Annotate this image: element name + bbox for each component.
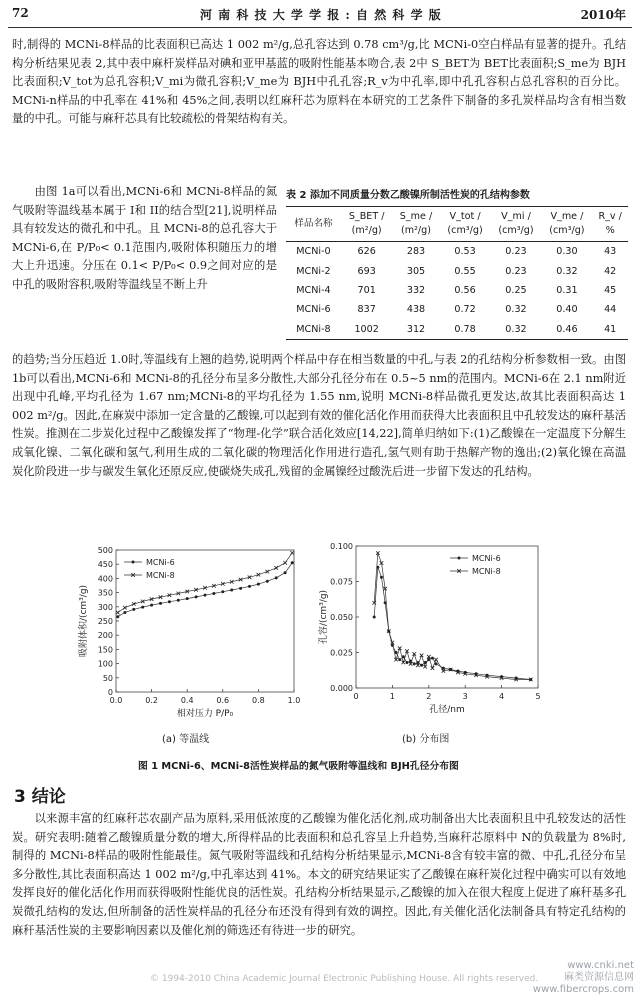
- table-cell: 0.31: [556, 284, 578, 296]
- x-tick-label: 0.6: [216, 696, 230, 705]
- conclusion-paragraph: 以来源丰富的红麻秆芯农副产品为原料,采用低浓度的乙酸镍为催化活化剂,成功制备出大比表面积且中孔较发达的活性炭。研究表明:随着乙酸镍质量分数的增大,所得样品的比表面积和总孔容呈上升趋势,当麻秆芯原料中 N的负载量为 8%时,制得的 MCNi-8样品的吸附性能最佳。氮气吸附等温线和孔结构分析结果显示,MCNi-8含有较丰富的微、中孔,孔径分布呈多分散性,其比表面积高达 1 002 m²/g,中孔率达到 41%。本文的研究结果证实了乙酸镍在麻秆炭化过程中确实可以有效地发挥良好的催化活化作用而获得吸附性能优良的活性炭。孔结构分析结果显示,乙酸镍的加入在很大程度上促进了麻秆基多孔炭微孔结构的发达,但所制备的活性炭样品的孔径分布还没有得到有效的调控。因此,有关催化活化法制备具有特定孔结构的麻秆基活性炭的主要影响因素以及催化剂的筛选还有待进一步的研究。: [12, 812, 626, 937]
- subfigure-b-caption: (b) 分布图: [402, 734, 450, 745]
- data-point: [168, 600, 171, 603]
- y-tick-label: 350: [97, 588, 113, 598]
- section-title: 3 结论: [14, 787, 66, 807]
- y-tick-label: 0.075: [330, 577, 353, 587]
- table-header-row: [286, 207, 628, 242]
- x-axis-label: 相对压力 P/P₀: [176, 709, 234, 719]
- data-point: [420, 654, 424, 658]
- figure-caption: 图 1 MCNi-6、MCNi-8活性炭样品的氮气吸附等温线和 BJH孔径分布图: [138, 761, 459, 772]
- table-cell: 332: [406, 284, 426, 296]
- x-tick-label: 4: [499, 692, 505, 701]
- table-header-cell: 样品名称: [286, 207, 341, 242]
- paragraph-1: 时,制得的 MCNi-8样品的比表面积已高达 1 002 m²/g,总孔容达到 0.78 cm³/g,比 MCNi-0空白样品有显著的提升。孔结构分析结果见表 2,其中表中麻杆炭样品对碘和亚甲基蓝的吸附性能基本吻合,表 2中 S_BET为 BET比表面积;S_me为 BJH比表面积;V_tot为总孔容积;V_mi为微孔容积;V_me为 BJH中孔孔容;R_v为中孔率,即中孔孔容积占总孔容积的百分比。MCNi-n样品的中孔率在 41%和 45%之间,表明以红麻秆芯为原料在本研究的工艺条件下制备的多孔炭样品均含有相当数量的中孔。可能与麻秆芯具有比较疏松的骨架结构有关。: [12, 38, 626, 126]
- data-point: [141, 606, 144, 609]
- data-point: [274, 566, 278, 570]
- table-header-cell: R_v / %: [592, 207, 628, 242]
- data-point: [431, 657, 434, 660]
- data-point: [186, 597, 189, 600]
- table-header-cell: S_BET / (m²/g): [341, 207, 392, 242]
- data-point: [290, 551, 294, 555]
- journal-title: 河 南 科 技 大 学 学 报 : 自 然 科 学 版: [200, 8, 442, 22]
- y-tick-label: 0.100: [330, 542, 353, 551]
- table-cell: 44: [604, 304, 617, 316]
- table-header-cell: V_me / (cm³/g): [541, 207, 592, 242]
- table-cell: 43: [604, 246, 617, 258]
- data-point: [239, 587, 242, 590]
- table-cell: 0.23: [505, 246, 527, 258]
- data-point: [230, 589, 233, 592]
- site-watermark: www.cnki.net 麻类资源信息网 www.fibercrops.com: [532, 960, 634, 995]
- table-cell: 693: [357, 265, 376, 277]
- y-tick-label: 150: [97, 645, 113, 655]
- data-point: [195, 595, 198, 598]
- series-line: [374, 567, 531, 679]
- y-tick-label: 250: [97, 617, 113, 626]
- table-cell: 0.25: [505, 284, 527, 296]
- paragraph-2-full: 的趋势;当分压趋近 1.0时,等温线有上翘的趋势,说明两个样品中存在相当数量的中孔,与表 2的孔结构分析参数相一致。由图 1b可以看出,MCNi-6和 MCNi-8的孔径分布呈多分散性,大部分孔径分布在 0.5~5 nm的范围内。MCNi-6在 2.1 nm附近出现中孔峰,平均孔径为 1.67 nm;MCNi-8的平均孔径为 1.55 nm,说明 MCNi-8样品微孔更发达,故其比表面积高达 1 002 m²/g。因此,在麻炭中添加一定含量的乙酸镍,可以起到有效的催化活化作用而获得大比表面积且中孔较发达的麻秆基活性炭。推测在二步炭化过程中乙酸镍发挥了“物理-化学”联合活化效应[14,22],简单归纳如下:(1)乙酸镍在一定温度下分解生成氧化镍、二氧化碳和氢气,利用生成的二氧化碳的物理活化作用进行造孔,氢气则有助于热解产物的逸出;(2)氧化镍在高温炭化阶段进一步与碳发生氧化还原反应,使碳烧失成孔,残留的金属镍经过酸洗后进一步留下发达的孔结构。: [12, 353, 626, 478]
- data-point: [291, 561, 294, 564]
- table-cell: MCNi-2: [296, 265, 331, 277]
- table-cell: 305: [406, 265, 426, 277]
- table-cell: 41: [592, 320, 628, 340]
- table-cell: 0.46: [541, 320, 592, 340]
- paragraph-2-left: 由图 1a可以看出,MCNi-6和 MCNi-8样品的氮气吸附等温线基本属于 I和 II的结合型[21],说明样品具有较发达的微孔和中孔。且 MCNi-8的总孔容大于 MCNi-6,在 P/P₀< 0.1范围内,吸附体积随压力的增大上升迅速。分压在 0.1< P/P₀< 0.9之间对应的是中孔的吸附容积,吸附等温线呈不断上升: [12, 185, 277, 291]
- table-cell: MCNi-6: [296, 304, 331, 316]
- table-cell: 312: [392, 320, 439, 340]
- x-tick-label: 3: [462, 692, 468, 701]
- data-point: [413, 662, 416, 665]
- table-cell: 438: [406, 304, 426, 316]
- data-point: [266, 580, 269, 583]
- data-point: [177, 599, 180, 602]
- y-tick-label: 100: [97, 659, 113, 669]
- data-point: [221, 590, 224, 593]
- x-tick-label: 5: [535, 692, 541, 701]
- data-point: [123, 606, 127, 610]
- data-point: [434, 658, 438, 662]
- data-point: [150, 604, 153, 607]
- x-tick-label: 2: [426, 692, 432, 701]
- table-cell: 0.78: [440, 320, 491, 340]
- data-point: [398, 658, 401, 661]
- data-point: [416, 663, 420, 667]
- table-row: [286, 281, 628, 300]
- table-header-cell: V_tot / (cm³/g): [440, 207, 491, 242]
- table-header-cell: S_me / (m²/g): [392, 207, 439, 242]
- x-axis-label: 孔径/nm: [429, 705, 465, 715]
- table-cell: 0.32: [505, 304, 527, 316]
- table-row: [286, 320, 628, 340]
- data-point: [284, 571, 287, 574]
- data-point: [373, 616, 376, 619]
- table-cell: 0.72: [454, 304, 476, 316]
- header-rule: [8, 27, 632, 28]
- y-axis-label: 吸附体积/(cm³/g): [79, 584, 89, 658]
- data-point: [409, 662, 413, 666]
- data-point: [275, 576, 278, 579]
- legend-marker: [132, 561, 135, 564]
- table-row: [286, 261, 628, 280]
- data-point: [204, 594, 207, 597]
- data-point: [405, 661, 408, 664]
- pore-distribution-chart: [318, 538, 580, 738]
- legend-label: MCNi-8: [472, 567, 501, 576]
- data-point: [248, 585, 251, 588]
- header-year: 2010年: [580, 8, 626, 22]
- x-tick-label: 1: [389, 692, 395, 701]
- data-point: [427, 655, 431, 659]
- table-row: [286, 300, 628, 319]
- table-cell: 0.32: [556, 265, 578, 277]
- y-axis-label: 孔容/(cm³/g): [319, 589, 329, 645]
- table-cell: 0.55: [454, 265, 476, 277]
- y-tick-label: 450: [97, 560, 113, 570]
- table-cell: 0.30: [556, 246, 578, 258]
- y-tick-label: 400: [97, 574, 113, 584]
- legend-label: MCNi-6: [472, 554, 501, 563]
- table-cell: 626: [357, 246, 376, 258]
- plot-frame: [356, 546, 538, 688]
- page-number: 72: [12, 6, 29, 20]
- table-cell: MCNi-8: [286, 320, 341, 340]
- data-point: [123, 611, 126, 614]
- table-cell: 0.32: [491, 320, 542, 340]
- table-cell: 45: [604, 284, 617, 296]
- y-tick-label: 200: [97, 631, 113, 641]
- series-line: [118, 553, 292, 613]
- data-point: [431, 666, 435, 670]
- table-row: [286, 242, 628, 262]
- table-cell: 0.40: [556, 304, 578, 316]
- y-tick-label: 500: [97, 546, 113, 555]
- pore-structure-table: [286, 206, 628, 340]
- copyright-watermark: © 1994-2010 China Academic Journal Electronic Publishing House. All rights reserved.: [150, 974, 539, 984]
- table-cell: 701: [357, 284, 376, 296]
- data-point: [380, 576, 383, 579]
- data-point: [132, 608, 135, 611]
- table-caption: 表 2 添加不同质量分数乙酸镍所制活性炭的孔结构参数: [286, 190, 530, 201]
- y-tick-label: 0.000: [330, 684, 353, 693]
- legend-label: MCNi-8: [146, 571, 175, 580]
- y-tick-label: 0.025: [330, 648, 353, 658]
- x-tick-label: 0.2: [145, 696, 158, 705]
- data-point: [257, 583, 260, 586]
- x-tick-label: 0.8: [252, 696, 265, 705]
- y-tick-label: 0.050: [330, 613, 353, 622]
- data-point: [420, 664, 423, 667]
- table-cell: 1002: [341, 320, 392, 340]
- subfigure-a-caption: (a) 等温线: [162, 734, 210, 745]
- data-point: [423, 665, 427, 669]
- y-tick-label: 50: [102, 673, 113, 683]
- series-line: [374, 553, 531, 679]
- table-cell: 283: [406, 246, 426, 258]
- table-cell: 42: [604, 265, 617, 277]
- table-cell: 837: [357, 304, 376, 316]
- data-point: [116, 615, 119, 618]
- isotherm-chart: [40, 538, 310, 738]
- table-cell: 0.23: [505, 265, 527, 277]
- data-point: [266, 570, 270, 574]
- data-point: [283, 561, 287, 565]
- x-tick-label: 1.0: [287, 696, 301, 705]
- data-point: [116, 611, 120, 615]
- data-point: [412, 652, 416, 656]
- table-header-cell: V_mi / (cm³/g): [491, 207, 542, 242]
- legend-label: MCNi-6: [146, 558, 175, 567]
- table-cell: 0.56: [454, 284, 476, 296]
- table-cell: MCNi-4: [296, 284, 331, 296]
- data-point: [212, 592, 215, 595]
- y-tick-label: 0: [107, 688, 113, 697]
- x-tick-label: 0.0: [109, 696, 123, 705]
- x-tick-label: 0: [353, 692, 359, 701]
- data-point: [159, 602, 162, 605]
- table-cell: 0.53: [454, 246, 476, 258]
- x-tick-label: 0.4: [180, 696, 194, 705]
- y-tick-label: 300: [97, 602, 113, 612]
- table-cell: MCNi-0: [296, 246, 331, 258]
- legend-marker: [458, 557, 461, 560]
